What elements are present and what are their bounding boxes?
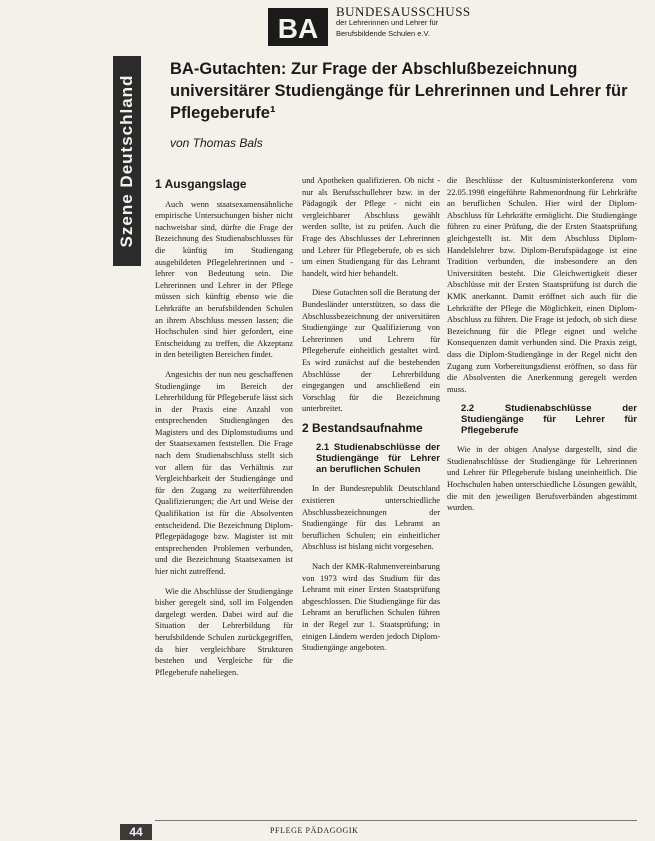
org-header <box>336 6 636 39</box>
section-label: Szene Deutschland <box>117 74 136 248</box>
paragraph: Angesichts der nun neu geschaffenen Studiengänge im Bereich der Lehrerbildung für Pflegeberufe lässt sich in der Praxis eine Anzahl von entsprechenden Studiengängen des Magisters und des Diplomstudiums und der Staatsexamen feststellen. Die Frage nach dem Studienabschluss stellt sich vor allem für das Verhältnis zur Vergleichbarkeit der Studiengänge und für den Zugang zu weiterführenden Qualifizierungen; die Art und Weise der Qualifikation ist für die Absolventen entscheidend. Die Bezeichnung Diplom-Pflegepädagoge bzw. Magister ist mit entsprechenden Problemen verbunden, und die Bezeichnung Staatsexamen ist hier nicht zutreffend. <box>155 369 293 576</box>
subsection-heading: 2.1 Studienabschlüsse der Studiengänge für Lehrer an beruflichen Schulen <box>316 442 440 476</box>
paragraph: und Apotheken qualifizieren. Ob nicht - nur als Berufsschullehrer bzw. in der Pädagogik der Pflege - nicht ein vergleichbarer Abschluss gewählt werden sollte, ist zu prüfen. Auch die Frage des Abschlusses der Lehrerinnen und Lehrer für Pflegeberufe, ob es sich um einen Studiengang für das Lehramt handelt, wird hier behandelt. <box>302 176 440 278</box>
org-line-2: der Lehrerinnen und Lehrer für <box>336 18 439 27</box>
paragraph: Wie in der obigen Analyse dargestellt, sind die Studienabschlüsse der Studiengänge für Lehrerinnen und Lehrer für Pflegeberufe bislang uneinheitlich. Die Hochschulen haben unterschiedliche Lösungen gewählt, die mit den jeweiligen Berufsverbänden abgestimmt wurden. <box>447 445 637 513</box>
journal-name: PFLEGE PÄDAGOGIK <box>270 826 359 835</box>
text-column-2 <box>302 175 440 662</box>
text-column-3 <box>447 175 637 522</box>
page-number: 44 <box>120 824 152 840</box>
svg-text:BA: BA <box>277 13 319 44</box>
paragraph: Auch wenn staatsexamensähnliche empirische Untersuchungen bisher nicht nachweisbar sind, dürfte die Frage der Bezeichnung des Studienabschlusses für die künftig im Studiengang ausgebildeten Pflegelehrerinnen und -lehrer von Bedeutung sein. Die Lehrerinnen und Lehrer in der Pflege müssen sich künftig ebenso wie die Lehrkräfte an berufsbildenden Schulen an ihrem Abschluss messen lassen; die Hochschulen sind hier gefordert, eine Entscheidung zu treffen, die Akzeptanz in den beteiligten Bereichen findet. <box>155 199 293 360</box>
ba-logo-icon <box>268 8 328 46</box>
subsection-heading: 2.2 Studienabschlüsse der Studiengänge für Lehrer für Pflegeberufe <box>461 403 637 437</box>
org-line-3: Berufsbildende Schulen e.V. <box>336 29 430 38</box>
paragraph: die Beschlüsse der Kultusministerkonferenz vom 22.05.1998 eingeführte Rahmenordnung für Lehrkräfte an beruflichen Schulen. Hier wird der Diplom-Abschluss für Lehrkräfte ermöglicht. Die Studiengänge führen zu einer Prüfung, die der Ersten Staatsprüfung gleichgestellt ist. Mit dem Abschluss Diplom-Handelslehrer bzw. Diplom-Berufspädagoge ist eine Tradition verbunden, die insbesondere an den Universitäten besteht. Die Gleichwertigkeit dieser Abschlüsse mit der Ersten Staatsprüfung ist durch die KMK anerkannt. Damit eröffnet sich auch für die Lehrkräfte der Pflege die Möglichkeit, einen Diplom-Abschluss zu führen. Die Frage ist jedoch, ob sich diese Bezeichnung für die Pflege eignet und welche Konsequenzen damit verbunden sind. Die Praxis zeigt, dass die Diplom-Studiengänge in der Regel nicht den Zugang zum Vorbereitungsdienst eröffnen, so dass für die Absolventen die Anerkennung geregelt werden muss. <box>447 176 637 394</box>
paragraph: Diese Gutachten soll die Beratung der Bundesländer unterstützen, so dass die Abschlussbezeichnung der universitären Studiengänge zur Qualifizierung von Lehrerinnen und Lehrern für Pflegeberufe einheitlich gestaltet wird. Es wird zunächst auf die bestehenden Abschlüsse der Lehrerbildung eingegangen und anschließend ein Vorschlag für die Bezeichnung unterbreitet. <box>302 288 440 414</box>
text-column-1 <box>155 175 293 686</box>
paragraph: Wie die Abschlüsse der Studiengänge bisher geregelt sind, soll im Folgenden dargelegt werden. Dabei wird auf die Situation der Lehrerbildung für berufsbildende Schulen zurückgegriffen, da hier vergleichbare Strukturen bestehen und Vergleiche für die Pflegeberufe naheliegen. <box>155 586 293 677</box>
section-heading: 2 Bestandsaufnahme <box>302 420 423 435</box>
section-heading: 1 Ausgangslage <box>155 177 247 191</box>
article-title: BA-Gutachten: Zur Frage der Abschlußbezeichnung universitärer Studiengänge für Lehrerinnen und Lehrer für Pflegeberufe¹ <box>170 60 628 122</box>
paragraph: Nach der KMK-Rahmenvereinbarung von 1973 wird das Studium für das Lehramt mit einer Ersten Staatsprüfung abgeschlossen. Die Studiengänge für das Lehramt an beruflichen Schulen führen in der Regel zur 1. Staatsprüfung; in einigen Ländern werden jedoch Diplom-Studiengänge angeboten. <box>302 562 440 653</box>
footer-rule <box>155 820 637 821</box>
article-author: von Thomas Bals <box>170 136 263 150</box>
org-name: BUNDESAUSSCHUSS <box>336 4 471 19</box>
section-sidebar <box>113 56 141 266</box>
paragraph: In der Bundesrepublik Deutschland existieren unterschiedliche Abschlussbezeichnungen der Studiengänge für das Lehramt an beruflichen Schulen; ein einheitlicher Abschluss ist bislang nicht vorgesehen. <box>302 484 440 552</box>
